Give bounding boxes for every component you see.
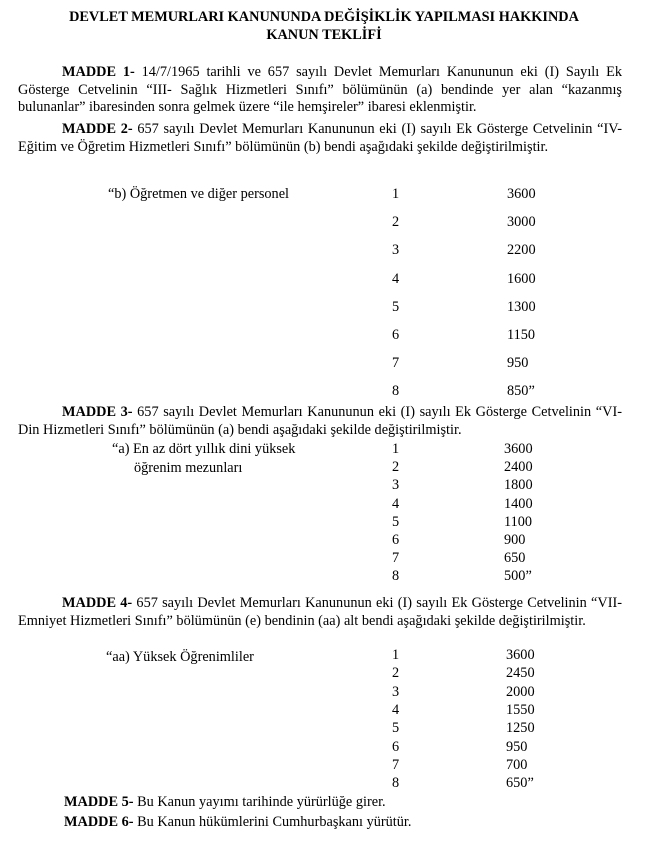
madde-3-item-label-line-1: “a) En az dört yıllık dini yüksek — [112, 441, 296, 457]
indicator-value: 900 — [504, 532, 526, 548]
table-row — [0, 477, 648, 494]
table-row — [0, 214, 648, 231]
indicator-value: 3600 — [504, 441, 533, 457]
madde-6-paragraph — [64, 814, 411, 831]
grade-number: 2 — [392, 214, 400, 231]
table-row — [0, 186, 648, 203]
indicator-value: 700 — [506, 756, 528, 773]
grade-number: 4 — [392, 701, 400, 718]
table-row — [0, 720, 648, 737]
madde-1-paragraph — [18, 64, 622, 117]
title-line-2: KANUN TEKLİFİ — [266, 27, 382, 43]
grade-number: 7 — [392, 355, 400, 372]
madde-4-item-label: “aa) Yüksek Öğrenimliler — [106, 649, 254, 665]
indicator-value: 2000 — [506, 683, 535, 700]
grade-number: 5 — [392, 513, 400, 530]
grade-number: 6 — [392, 738, 400, 755]
madde-5-text: Bu Kanun yayımı tarihinde yürürlüğe girer. — [133, 794, 386, 810]
indicator-value: 1600 — [507, 270, 536, 287]
indicator-value: 2200 — [507, 242, 536, 259]
table-row — [0, 647, 648, 664]
table-row — [0, 459, 648, 476]
indicator-value: 1300 — [507, 298, 536, 315]
indicator-value: 2450 — [506, 665, 535, 682]
madde-4-text: 657 sayılı Devlet Memurları Kanununun eki (I) sayılı Ek Gösterge Cetvelinin “VII- Emniyet Hizmetleri Sınıfı” bölümünün (e) bendinin (aa) alt bendi aşağıdaki şekilde değiştirilmiştir. — [18, 595, 622, 629]
indicator-value: 1400 — [504, 495, 533, 512]
table-row — [0, 568, 648, 585]
grade-number: 3 — [392, 683, 400, 700]
madde-2-paragraph — [18, 121, 622, 156]
table-row — [0, 550, 648, 567]
table-row — [0, 757, 648, 774]
grade-number: 3 — [392, 477, 400, 494]
madde-3-text: 657 sayılı Devlet Memurları Kanununun eki (I) sayılı Ek Gösterge Cetvelinin “VI- Din Hizmetleri Sınıfı” bölümünün (a) bendi aşağıdaki şekilde değiştirilmiştir. — [18, 404, 622, 438]
title-line-1: DEVLET MEMURLARI KANUNUNDA DEĞİŞİKLİK YAPILMASI HAKKINDA — [69, 9, 579, 25]
madde-3-label: MADDE 3- — [62, 404, 133, 420]
madde-4-label: MADDE 4- — [62, 595, 133, 611]
indicator-value: 2400 — [504, 459, 533, 476]
grade-number: 4 — [392, 270, 400, 287]
madde-5-label: MADDE 5- — [64, 794, 134, 810]
madde-4-paragraph — [18, 595, 622, 630]
indicator-value: 850” — [507, 383, 535, 400]
table-row — [0, 665, 648, 682]
madde-6-text: Bu Kanun hükümlerini Cumhurbaşkanı yürütür. — [133, 814, 412, 830]
grade-number: 4 — [392, 495, 400, 512]
table-row — [0, 271, 648, 288]
indicator-value: 950 — [506, 738, 528, 755]
madde-2-item-label: “b) Öğretmen ve diğer personel — [108, 186, 290, 202]
grade-number: 2 — [392, 665, 400, 682]
grade-number: 1 — [392, 186, 400, 202]
grade-number: 5 — [392, 720, 400, 737]
grade-number: 5 — [392, 298, 400, 315]
table-row — [0, 383, 648, 400]
table-row — [0, 775, 648, 792]
indicator-value: 1550 — [506, 701, 535, 718]
indicator-value: 3000 — [507, 214, 536, 231]
grade-number: 7 — [392, 550, 400, 567]
table-row — [0, 299, 648, 316]
grade-number: 8 — [392, 383, 400, 400]
table-row — [0, 496, 648, 513]
table-row — [0, 532, 648, 549]
indicator-value: 1800 — [504, 477, 533, 494]
madde-3-item-label-line-2: öğrenim mezunları — [134, 460, 243, 476]
indicator-value: 1250 — [506, 720, 535, 737]
madde-2-text: 657 sayılı Devlet Memurları Kanununun eki (I) sayılı Ek Gösterge Cetvelinin “IV- Eğitim ve Öğretim Hizmetleri Sınıfı” bölümünün (b) bendi aşağıdaki şekilde değiştirilmiştir. — [18, 121, 622, 155]
indicator-value: 1150 — [507, 327, 536, 343]
indicator-value: 950 — [507, 355, 529, 372]
indicator-value: 3600 — [506, 647, 535, 663]
table-row — [0, 242, 648, 259]
grade-number: 2 — [392, 459, 400, 476]
indicator-value: 1100 — [504, 513, 533, 530]
table-row — [0, 441, 648, 458]
indicator-value: 650” — [506, 775, 534, 792]
grade-number: 3 — [392, 242, 400, 259]
grade-number: 7 — [392, 756, 400, 773]
grade-number: 1 — [392, 647, 400, 663]
grade-number: 8 — [392, 775, 400, 792]
madde-1-text: 14/7/1965 tarihli ve 657 sayılı Devlet Memurları Kanununun eki (I) Sayılı Ek Gösterge Cetvelinin “III- Sağlık Hizmetleri Sınıfı” bölümünün (a) bendinde yer alan “kazanmış bulunanlar” ibaresinden sonra gelmek üzere “ile hemşireler” ibaresi eklenmiştir. — [18, 64, 622, 115]
madde-5-paragraph — [64, 794, 386, 811]
table-row — [0, 355, 648, 372]
madde-6-label: MADDE 6- — [64, 814, 134, 830]
grade-number: 8 — [392, 568, 400, 585]
madde-2-label: MADDE 2- — [62, 121, 133, 137]
table-row — [0, 327, 648, 344]
document-title — [18, 8, 630, 44]
table-row — [0, 739, 648, 756]
madde-1-label: MADDE 1- — [62, 64, 135, 80]
grade-number: 6 — [392, 327, 400, 343]
indicator-value: 3600 — [507, 186, 536, 202]
madde-3-paragraph — [18, 404, 622, 439]
table-row — [0, 702, 648, 719]
table-row — [0, 684, 648, 701]
indicator-value: 650 — [504, 550, 526, 567]
indicator-value: 500” — [504, 568, 532, 585]
table-row — [0, 514, 648, 531]
grade-number: 6 — [392, 532, 400, 548]
grade-number: 1 — [392, 441, 400, 457]
